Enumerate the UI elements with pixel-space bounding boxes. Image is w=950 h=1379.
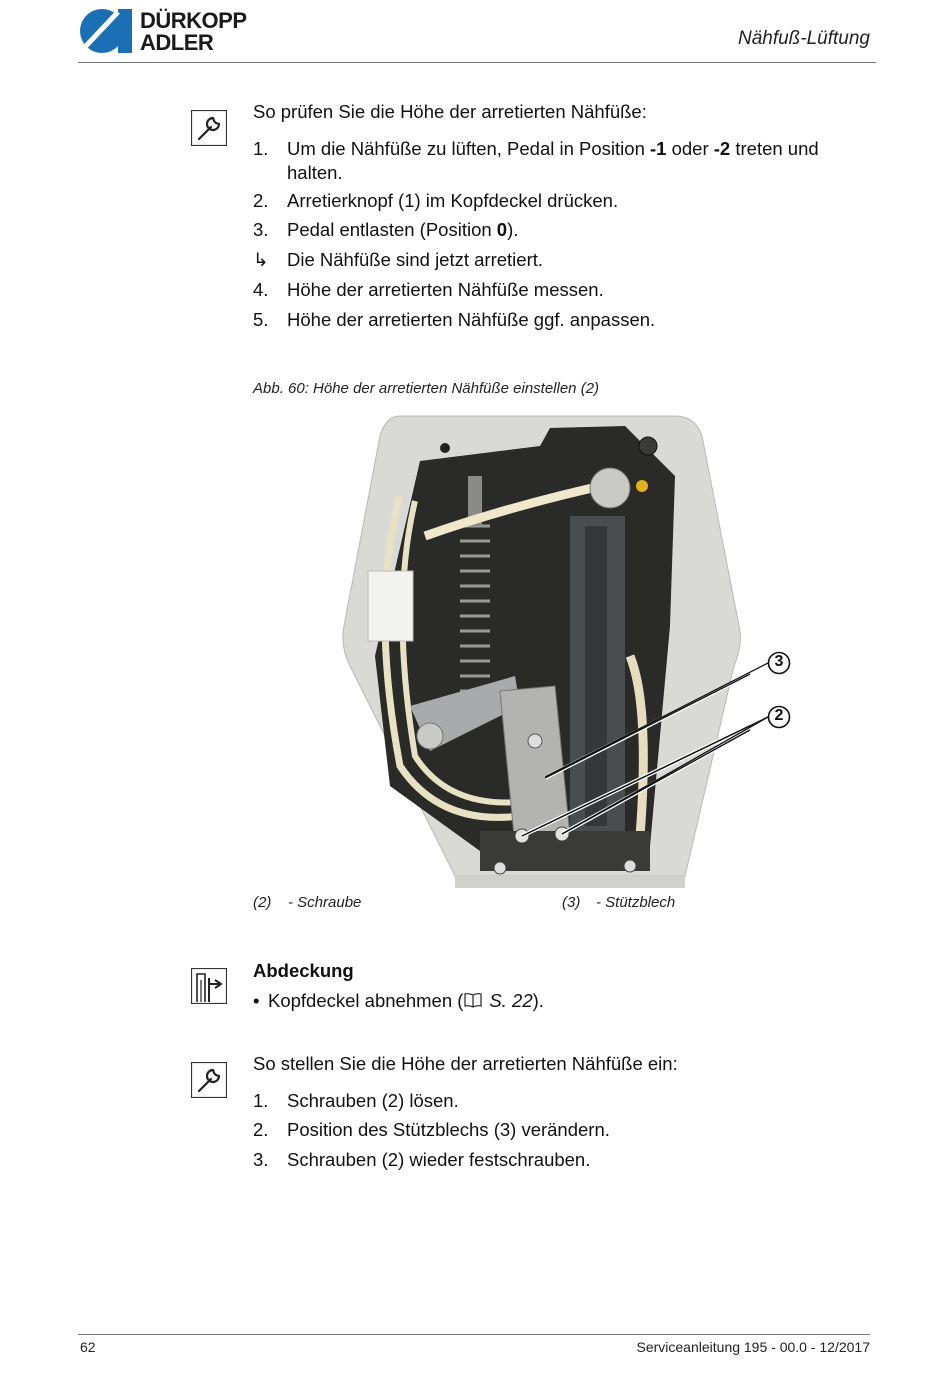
step-text: Schrauben (2) wieder festschrauben. — [287, 1149, 591, 1170]
legend-label-2: - Schraube — [288, 894, 362, 911]
brand-logo — [78, 8, 268, 54]
footer-divider — [78, 1334, 870, 1335]
figure-caption: Abb. 60: Höhe der arretierten Nähfüße einstellen (2) — [253, 380, 600, 397]
step-number: 2. — [253, 1119, 269, 1140]
cover-removal-icon — [191, 968, 225, 1002]
section2-title: Abdeckung — [253, 960, 354, 981]
logo-text-line2: ADLER — [140, 30, 214, 55]
step-number: 1. — [253, 138, 269, 159]
section3-intro: So stellen Sie die Höhe der arretierten Nähfüße ein: — [253, 1053, 678, 1074]
step-text: Arretierknopf (1) im Kopfdeckel drücken. — [287, 190, 619, 211]
page-reference-link[interactable]: S. 22 — [489, 990, 533, 1011]
step-text: Die Nähfüße sind jetzt arretiert. — [287, 249, 544, 270]
page-number: 62 — [80, 1339, 96, 1355]
step-number: 3. — [253, 1149, 269, 1170]
legend-label-3: - Stützblech — [596, 894, 676, 911]
section1-intro: So prüfen Sie die Höhe der arretierten Nähfüße: — [253, 101, 647, 122]
step-text: Höhe der arretierten Nähfüße messen. — [287, 279, 604, 300]
legend-num-3: (3) — [562, 894, 581, 911]
callout-2-label: 2 — [774, 707, 784, 724]
section2-bullet: • — [253, 990, 260, 1011]
step-number: 3. — [253, 219, 269, 240]
step-text: Pedal entlasten (Position 0). — [287, 219, 519, 240]
logo-text-line1: DÜRKOPP — [140, 8, 247, 33]
logo-mark-icon — [78, 8, 134, 54]
header-title: Nähfuß-Lüftung — [737, 28, 870, 49]
callout-2 — [767, 705, 791, 729]
callout-leader-lines — [540, 660, 770, 840]
step-text: Um die Nähfüße zu lüften, Pedal in Position -1 oder -2 treten und halten. — [287, 138, 819, 183]
book-icon — [463, 992, 483, 1008]
callout-3 — [767, 651, 791, 675]
step-text: Höhe der arretierten Nähfüße ggf. anpassen. — [287, 309, 656, 330]
step-text: Schrauben (2) lösen. — [287, 1090, 459, 1111]
document-id: Serviceanleitung 195 - 00.0 - 12/2017 — [636, 1339, 870, 1355]
callout-3-label: 3 — [774, 653, 784, 670]
result-arrow-icon: ↳ — [253, 249, 269, 270]
wrench-icon — [191, 110, 225, 144]
step-number: 1. — [253, 1090, 269, 1111]
header-divider — [78, 62, 876, 63]
legend-num-2: (2) — [253, 894, 272, 911]
wrench-icon — [191, 1062, 225, 1096]
step-number: 2. — [253, 190, 269, 211]
section2-item: Kopfdeckel abnehmen ( S. 22). — [268, 990, 544, 1011]
step-number: 5. — [253, 309, 269, 330]
step-text: Position des Stützblechs (3) verändern. — [287, 1119, 610, 1140]
step-number: 4. — [253, 279, 269, 300]
